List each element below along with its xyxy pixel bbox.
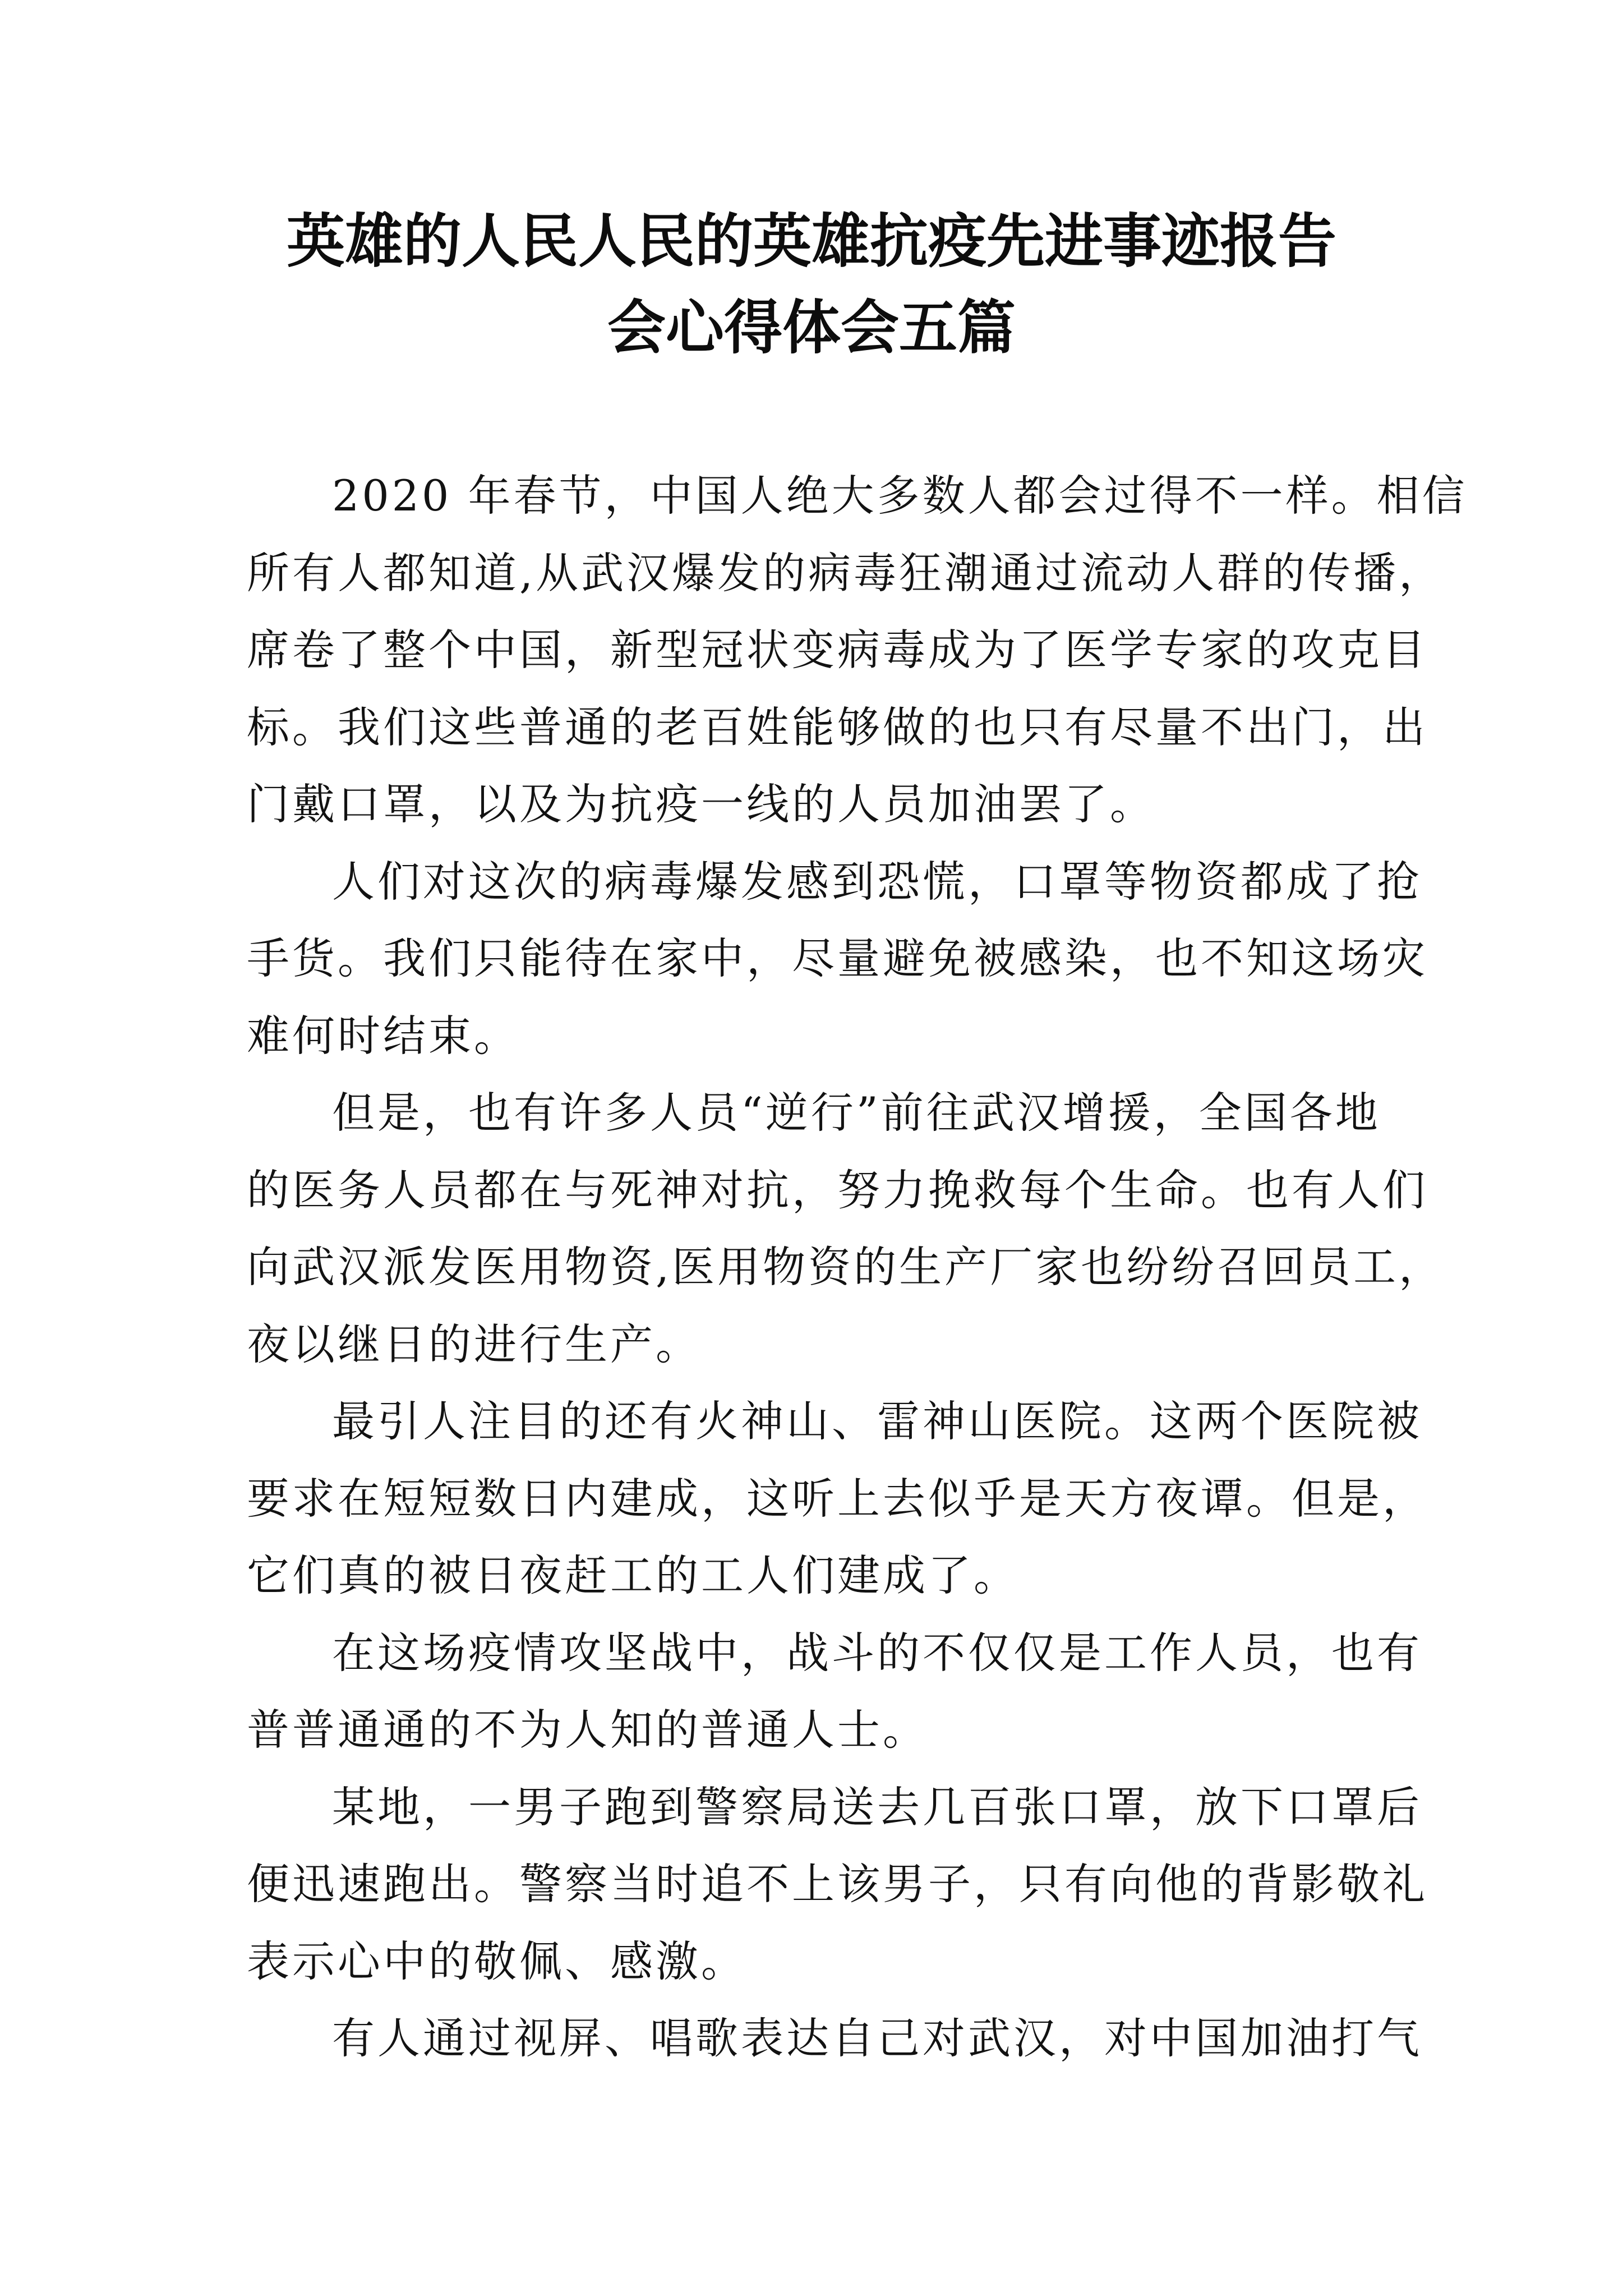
paragraph-line: 难何时结束。 <box>247 1010 519 1061</box>
paragraph-line: 表示心中的敬佩、感激。 <box>247 1936 746 1986</box>
paragraph-line: 某地，一男子跑到警察局送去几百张口罩，放下口罩后 <box>332 1782 1422 1832</box>
paragraph-7 <box>247 2000 1422 2077</box>
paragraph-1 <box>247 457 1468 843</box>
paragraph-line: 手货。我们只能待在家中，尽量避免被感染，也不知这场灾 <box>247 933 1428 983</box>
paragraph-line: 夜以继日的进行生产。 <box>247 1319 701 1369</box>
paragraph-line: 它们真的被日夜赶工的工人们建成了。 <box>247 1550 1019 1600</box>
paragraph-line: 门戴口罩，以及为抗疫一线的人员加油罢了。 <box>247 779 1155 829</box>
paragraph-line: 但是，也有许多人员“逆行”前往武汉增援，全国各地 <box>332 1088 1381 1138</box>
document-title-line-2: 会心得体会五篇 <box>607 293 1016 362</box>
paragraph-line: 的医务人员都在与死神对抗，努力挽救每个生命。也有人们 <box>247 1165 1428 1215</box>
paragraph-3 <box>247 1074 1445 1383</box>
paragraph-line: 便迅速跑出。警察当时追不上该男子，只有向他的背影敬礼 <box>247 1859 1428 1909</box>
document-body <box>247 457 1468 2077</box>
paragraph-line: 在这场疫情攻坚战中，战斗的不仅仅是工作人员，也有 <box>332 1627 1422 1678</box>
paragraph-line: 标。我们这些普通的老百姓能够做的也只有尽量不出门，出 <box>247 702 1428 752</box>
paragraph-line: 人们对这次的病毒爆发感到恐慌，口罩等物资都成了抢 <box>332 856 1422 907</box>
paragraph-5 <box>247 1614 1422 1769</box>
paragraph-line: 席卷了整个中国，新型冠状变病毒成为了医学专家的攻克目 <box>247 625 1428 675</box>
paragraph-line: 所有人都知道,从武汉爆发的病毒狂潮通过流动人群的传播， <box>247 547 1445 598</box>
paragraph-4 <box>247 1383 1428 1614</box>
document-title-line-1: 英雄的人民人民的英雄抗疫先进事迹报告 <box>286 207 1336 275</box>
paragraph-line: 有人通过视屏、唱歌表达自己对武汉，对中国加油打气 <box>332 2013 1422 2063</box>
paragraph-line: 2020 年春节，中国人绝大多数人都会过得不一样。相信 <box>332 471 1468 521</box>
paragraph-line: 要求在短短数日内建成，这听上去似乎是天方夜谭。但是， <box>247 1473 1428 1524</box>
paragraph-2 <box>247 843 1428 1075</box>
paragraph-line: 普普通通的不为人知的普通人士。 <box>247 1705 928 1755</box>
paragraph-line: 最引人注目的还有火神山、雷神山医院。这两个医院被 <box>332 1396 1422 1446</box>
paragraph-line: 向武汉派发医用物资,医用物资的生产厂家也纷纷召回员工， <box>247 1242 1445 1292</box>
paragraph-6 <box>247 1769 1428 2000</box>
